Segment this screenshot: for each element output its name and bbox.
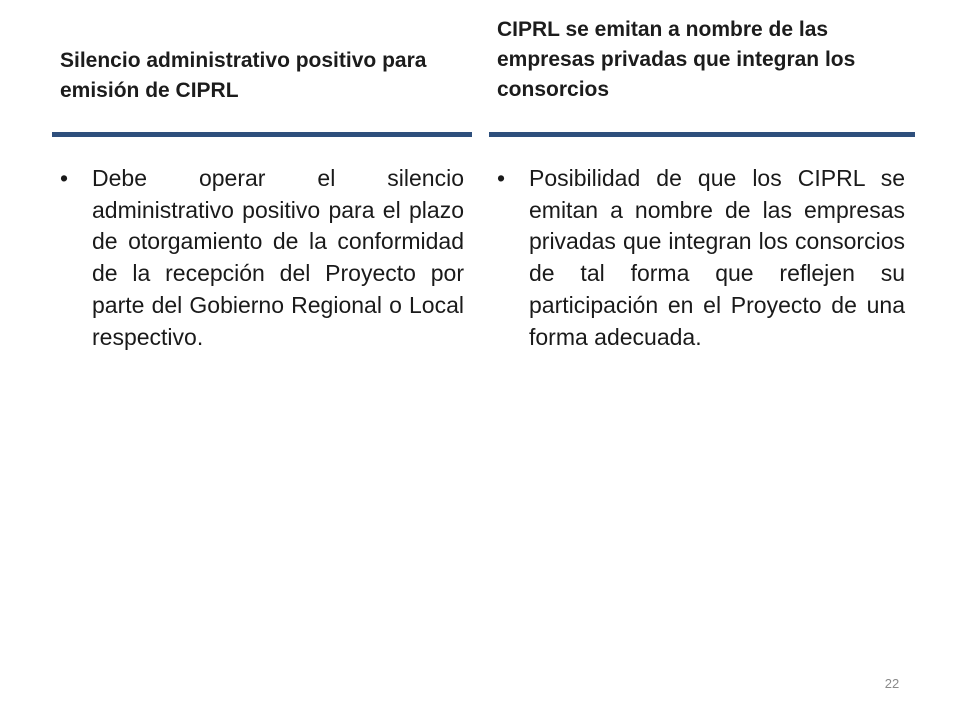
bullet-icon: • <box>497 165 506 191</box>
left-bullet-item <box>60 163 464 353</box>
bullet-icon: • <box>60 165 69 191</box>
left-heading-divider <box>52 132 472 137</box>
left-bullet-text: Debe operar el silencio administrativo positivo para el plazo de otorgamiento de la conformidad de la recepción del Proyecto por parte del Gobierno Regional o Local respectivo. <box>92 165 464 350</box>
right-column-heading: CIPRL se emitan a nombre de las empresas privadas que integran los consorcios <box>497 18 856 101</box>
left-column-heading: Silencio administrativo positivo para emisión de CIPRL <box>60 49 427 102</box>
right-bullet-item <box>497 163 905 353</box>
right-heading-divider <box>489 132 915 137</box>
right-bullet-text: Posibilidad de que los CIPRL se emitan a nombre de las empresas privadas que integran los consorcios de tal forma que reflejen su participación en el Proyecto de una forma adecuada. <box>529 165 905 350</box>
slide-number: 22 <box>884 676 900 691</box>
